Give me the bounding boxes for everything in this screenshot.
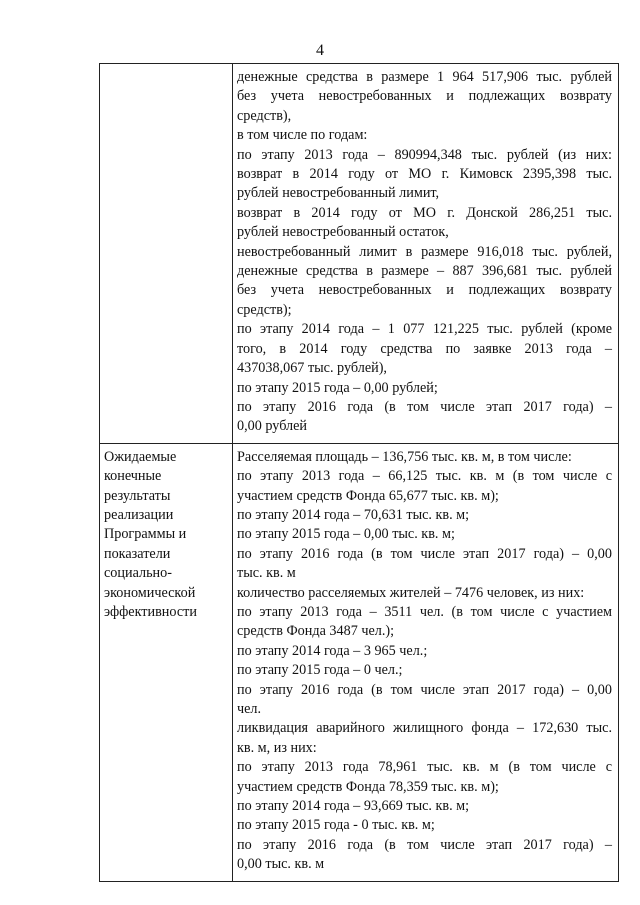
content-line: по этапу 2013 года – 890994,348 тыс. рублей (из них: [237, 146, 612, 163]
row-content-cell [233, 64, 619, 444]
content-line: тыс. кв. м [237, 565, 296, 582]
table-row [100, 443, 619, 881]
row-label-cell [100, 64, 233, 444]
label-line: Ожидаемые [104, 448, 177, 465]
label-line: экономической [104, 584, 196, 601]
content-line: невостребованный лимит в размере 916,018 тыс. рублей, [237, 243, 612, 260]
label-line: результаты [104, 487, 171, 504]
content-line: по этапу 2013 года – 66,125 тыс. кв. м (в том числе с [237, 468, 612, 485]
content-line: по этапу 2015 года – 0,00 рублей; [237, 379, 438, 396]
content-line: без учета невостребованных и подлежащих возврату [237, 88, 612, 105]
page-number: 4 [316, 42, 324, 59]
content-line: рублей невостребованный лимит, [237, 185, 440, 202]
content-line: денежные средства в размере 1 964 517,906 тыс. рублей [237, 69, 612, 85]
content-line: по этапу 2016 года (в том числе этап 2017 года) – 0,00 [237, 681, 612, 698]
content-line: того, в 2014 году средства по заявке 2013 года – [237, 340, 612, 357]
content-line: по этапу 2013 года – 3511 чел. (в том числе с участием [237, 603, 612, 620]
content-line: по этапу 2015 года – 0,00 тыс. кв. м; [237, 526, 455, 543]
content-line: участием средств Фонда 65,677 тыс. кв. м); [237, 487, 499, 504]
content-line: чел. [237, 701, 262, 717]
content-line: количество расселяемых жителей – 7476 человек, из них: [237, 584, 585, 601]
content-line: по этапу 2015 года - 0 тыс. кв. м; [237, 817, 435, 834]
content-line: 437038,067 тыс. рублей), [237, 360, 387, 377]
content-line: без учета невостребованных и подлежащих возврату [237, 282, 612, 299]
content-line: участием средств Фонда 78,359 тыс. кв. м); [237, 778, 499, 795]
content-line: кв. м, из них: [237, 739, 317, 756]
program-passport-table [99, 63, 619, 882]
content-line: возврат в 2014 году от МО г. Донской 286,251 тыс. [237, 204, 612, 221]
content-line: денежные средства в размере – 887 396,681 тыс. рублей [237, 263, 612, 280]
content-line: средств), [237, 107, 292, 124]
row-label-cell [100, 443, 233, 881]
content-line: по этапу 2014 года – 70,631 тыс. кв. м; [237, 506, 470, 523]
content-line: средств Фонда 3487 чел.); [237, 623, 395, 640]
content-line: ликвидация аварийного жилищного фонда – 172,630 тыс. [237, 720, 612, 737]
label-line: реализации [104, 506, 174, 523]
content-line: по этапу 2014 года – 93,669 тыс. кв. м; [237, 798, 470, 815]
label-line: социально- [104, 565, 172, 582]
content-line: по этапу 2013 года 78,961 тыс. кв. м (в том числе с [237, 759, 612, 776]
table-row [100, 64, 619, 444]
content-line: по этапу 2016 года (в том числе этап 2017 года) – [237, 836, 612, 853]
content-line: рублей невостребованный остаток, [237, 224, 449, 241]
content-line: по этапу 2016 года (в том числе этап 2017 года) – 0,00 [237, 545, 612, 562]
content-line: 0,00 рублей [237, 418, 308, 435]
label-line: Программы и [104, 526, 187, 543]
content-line: возврат в 2014 году от МО г. Кимовск 2395,398 тыс. [237, 166, 612, 183]
label-line: показатели [104, 545, 171, 562]
content-line: средств); [237, 301, 292, 318]
content-line: по этапу 2015 года – 0 чел.; [237, 662, 403, 679]
label-line: эффективности [104, 603, 197, 620]
content-line: по этапу 2014 года – 3 965 чел.; [237, 642, 428, 659]
content-line: по этапу 2016 года (в том числе этап 2017 года) – [237, 398, 612, 415]
content-line: по этапу 2014 года – 1 077 121,225 тыс. рублей (кроме [237, 321, 612, 338]
content-line: Расселяемая площадь – 136,756 тыс. кв. м, в том числе: [237, 448, 572, 465]
content-line: 0,00 тыс. кв. м [237, 856, 325, 873]
content-line: в том числе по годам: [237, 127, 368, 144]
label-line: конечные [104, 468, 162, 485]
row-content-cell [233, 443, 619, 881]
